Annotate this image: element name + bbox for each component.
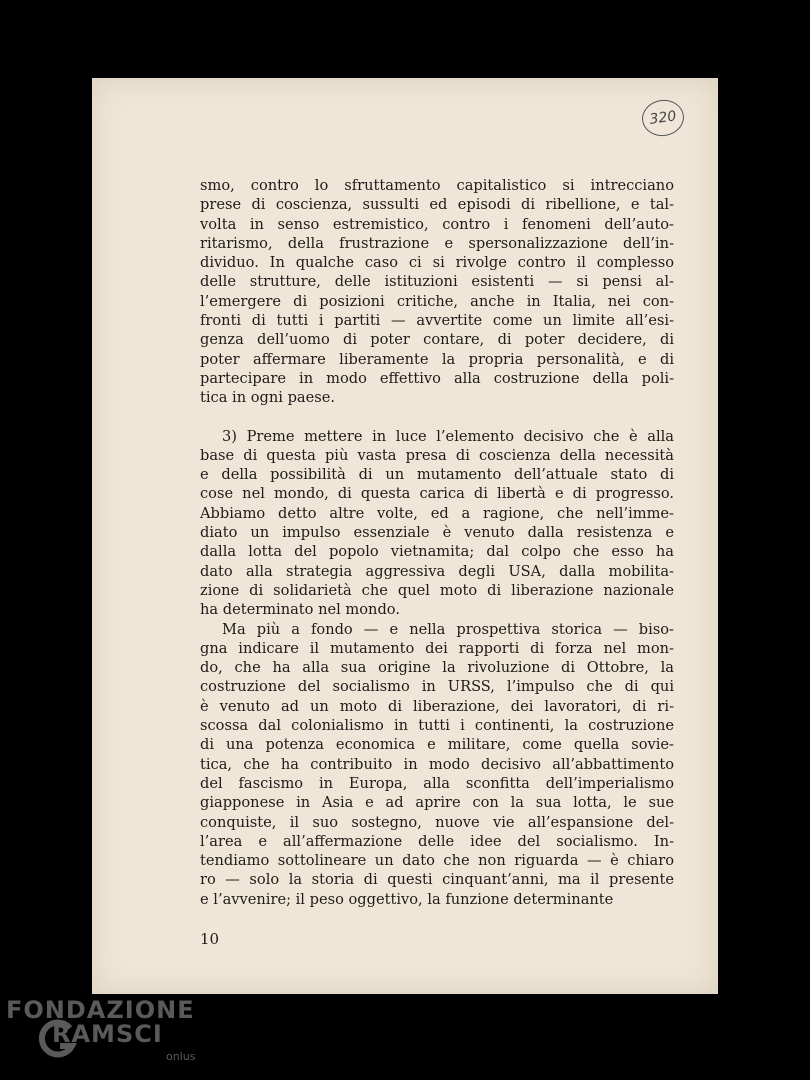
text-line: partecipare in modo effettivo alla costruzione della poli- [200,369,674,387]
text-line: fronti di tutti i partiti — avvertite come un limite all’esi- [200,312,674,330]
watermark-logo [6,996,206,1076]
text-line: dato alla strategia aggressiva degli USA, dalla mobilita- [200,562,674,580]
archive-stamp [640,97,687,138]
text-line: Ma più a fondo — e nella prospettiva storica — biso- [222,620,674,638]
text-line: Abbiamo detto altre volte, ed a ragione, che nell’imme- [200,504,674,522]
text-line: ritarismo, della frustrazione e spersonalizzazione dell’in- [200,234,674,252]
text-line: do, che ha alla sua origine la rivoluzione di Ottobre, la [200,659,674,677]
text-line: dividuo. In qualche caso ci si rivolge contro il complesso [200,254,674,272]
text-line: del fascismo in Europa, alla sconfitta dell’imperialismo [200,774,674,792]
text-line: 3) Preme mettere in luce l’elemento decisivo che è alla [222,427,674,445]
text-line: dalla lotta del popolo vietnamita; dal colpo che esso ha [200,543,674,561]
text-line: gna indicare il mutamento dei rapporti di forza nel mon- [200,639,674,657]
text-line: prese di coscienza, sussulti ed episodi di ribellione, e tal- [200,196,674,214]
text-line: l’emergere di posizioni critiche, anche in Italia, nei con- [200,292,674,310]
text-line: è venuto ad un moto di liberazione, dei lavoratori, di ri- [200,697,674,715]
text-line: conquiste, il suo sostegno, nuove vie all’espansione del- [200,813,674,831]
watermark-line-2: RAMSCI [52,1020,163,1048]
paragraph-1 [200,176,674,408]
text-line: e della possibilità di un mutamento dell’attuale stato di [200,466,674,484]
text-line: diato un impulso essenziale è venuto dalla resistenza e [200,524,674,542]
archive-stamp-number: 320 [648,108,678,128]
text-line: di una potenza economica e militare, come quella sovie- [200,736,674,754]
text-line: base di questa più vasta presa di coscienza della necessità [200,446,674,464]
text-line: zione di solidarietà che quel moto di liberazione nazionale [200,581,674,599]
text-line: scossa dal colonialismo in tutti i continenti, la costruzione [200,717,674,735]
paragraph-2 [200,427,674,620]
text-line: tica in ogni paese. [200,389,336,407]
text-line: l’area e all’affermazione delle idee del socialismo. In- [200,832,674,850]
text-line: ha determinato nel mondo. [200,601,400,619]
text-line: genza dell’uomo di poter contare, di poter decidere, di [200,331,674,349]
text-line: poter affermare liberamente la propria personalità, e di [200,350,674,368]
text-line: volta in senso estremistico, contro i fenomeni dell’auto- [200,215,674,233]
document-page [92,78,718,994]
text-line: tica, che ha contribuito in modo decisivo all’abbattimento [200,755,674,773]
watermark-line-3: onlus [166,1050,196,1063]
text-line: giapponese in Asia e ad aprire con la sua lotta, le sue [200,794,674,812]
text-line: ro — solo la storia di questi cinquant’anni, ma il presente [200,871,674,889]
text-line: smo, contro lo sfruttamento capitalistico si intrecciano [200,177,674,194]
body-text [200,176,674,909]
text-line: costruzione del socialismo in URSS, l’impulso che di qui [200,678,674,696]
watermark-line-1: FONDAZIONE [6,996,195,1024]
text-line: e l’avvenire; il peso oggettivo, la funzione determinante [200,890,614,908]
page-number: 10 [200,930,220,948]
paragraph-3 [200,620,674,909]
text-line: cose nel mondo, di questa carica di libertà e di progresso. [200,485,674,503]
text-line: tendiamo sottolineare un dato che non riguarda — è chiaro [200,852,674,870]
text-line: delle strutture, delle istituzioni esistenti — si pensi al- [200,273,674,291]
